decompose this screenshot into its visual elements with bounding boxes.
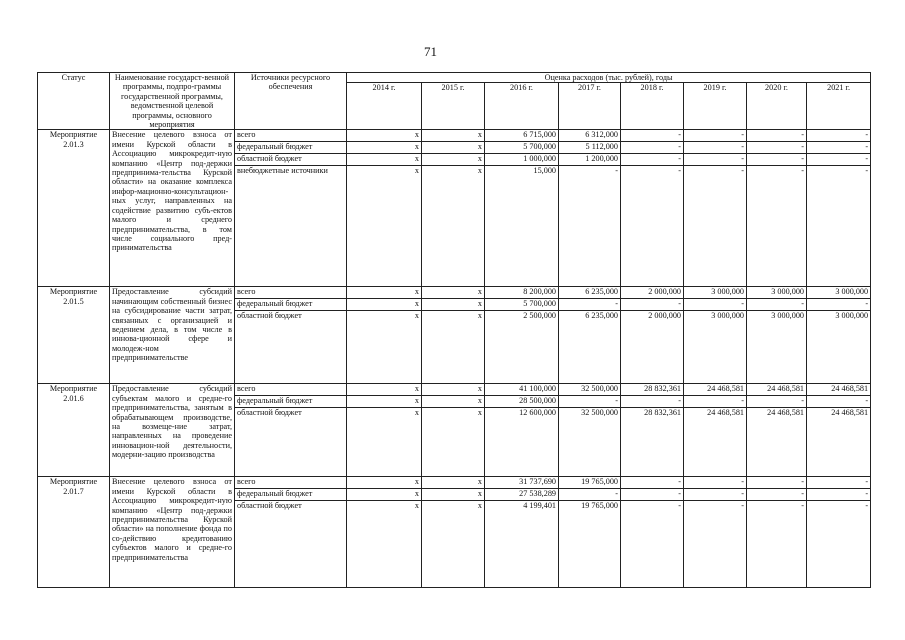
amount-cell: - xyxy=(807,501,871,588)
header-sources: Источники ресурсного обеспечения xyxy=(235,73,347,130)
amount-cell: - xyxy=(807,142,871,154)
amount-cell: 28 832,361 xyxy=(621,384,684,396)
funding-source: всего xyxy=(235,477,347,489)
header-year: 2014 г. xyxy=(347,83,422,130)
amount-cell: 32 500,000 xyxy=(559,384,621,396)
amount-cell: - xyxy=(684,142,747,154)
amount-cell: х xyxy=(347,166,422,287)
amount-cell: 19 765,000 xyxy=(559,477,621,489)
amount-cell: - xyxy=(747,130,807,142)
funding-source: федеральный бюджет xyxy=(235,299,347,311)
amount-cell: 5 700,000 xyxy=(485,142,559,154)
funding-source: всего xyxy=(235,384,347,396)
amount-cell: - xyxy=(747,396,807,408)
amount-cell: 2 000,000 xyxy=(621,311,684,384)
funding-source: всего xyxy=(235,130,347,142)
amount-cell: х xyxy=(347,142,422,154)
table-row xyxy=(38,384,871,396)
amount-cell: - xyxy=(684,477,747,489)
amount-cell: 6 235,000 xyxy=(559,287,621,299)
amount-cell: х xyxy=(347,311,422,384)
amount-cell: х xyxy=(347,408,422,477)
amount-cell: 3 000,000 xyxy=(684,287,747,299)
amount-cell: - xyxy=(559,489,621,501)
amount-cell: - xyxy=(747,477,807,489)
amount-cell: 41 100,000 xyxy=(485,384,559,396)
amount-cell: 3 000,000 xyxy=(807,287,871,299)
funding-source: внебюджетные источники xyxy=(235,166,347,287)
amount-cell: - xyxy=(684,501,747,588)
amount-cell: - xyxy=(807,396,871,408)
amount-cell: 19 765,000 xyxy=(559,501,621,588)
amount-cell: - xyxy=(684,130,747,142)
amount-cell: - xyxy=(807,130,871,142)
amount-cell: 3 000,000 xyxy=(747,287,807,299)
amount-cell: - xyxy=(684,396,747,408)
amount-cell: - xyxy=(807,154,871,166)
measure-description: Предоставление субсидий начинающим собственный бизнес на субсидирование части затрат, связанных с организацией и ведением дела, в том числе в иннова-ционной сфере и молодеж-ном предпринимательстве xyxy=(110,287,235,384)
amount-cell: 5 112,000 xyxy=(559,142,621,154)
amount-cell: х xyxy=(347,396,422,408)
status-cell: Мероприятие 2.01.5 xyxy=(38,287,110,384)
amount-cell: 27 538,289 xyxy=(485,489,559,501)
amount-cell: - xyxy=(621,166,684,287)
amount-cell: - xyxy=(621,142,684,154)
amount-cell: - xyxy=(621,501,684,588)
measure-description: Внесение целевого взноса от имени Курской области в Ассоциацию микрокредит-ную компанию «Центр под-держки предпринимательства Курской области» на пополнение фонда по со-действию кредитованию субъектов малого и средне-го предпринимательства xyxy=(110,477,235,588)
amount-cell: 6 715,000 xyxy=(485,130,559,142)
amount-cell: - xyxy=(807,489,871,501)
amount-cell: 32 500,000 xyxy=(559,408,621,477)
status-cell: Мероприятие 2.01.6 xyxy=(38,384,110,477)
amount-cell: х xyxy=(422,311,485,384)
amount-cell: 24 468,581 xyxy=(747,408,807,477)
amount-cell: - xyxy=(747,489,807,501)
amount-cell: - xyxy=(559,396,621,408)
amount-cell: - xyxy=(807,477,871,489)
amount-cell: х xyxy=(422,408,485,477)
amount-cell: 15,000 xyxy=(485,166,559,287)
amount-cell: - xyxy=(747,154,807,166)
amount-cell: 3 000,000 xyxy=(807,311,871,384)
header-year: 2016 г. xyxy=(485,83,559,130)
measure-description: Внесение целевого взноса от имени Курской области в Ассоциацию микрокредит-ную компанию «Центр под-держки предпринима-тельства Курской области» на оказание комплекса инфор-мационно-консультацион-ных услуг, направленных на содействие развитию субъ-ектов малого и среднего предпринимательства, в том числе социального пред-принимательства xyxy=(110,130,235,287)
header-year: 2021 г. xyxy=(807,83,871,130)
amount-cell: х xyxy=(422,142,485,154)
funding-source: всего xyxy=(235,287,347,299)
amount-cell: 24 468,581 xyxy=(747,384,807,396)
amount-cell: - xyxy=(684,154,747,166)
table-row xyxy=(38,130,871,142)
amount-cell: х xyxy=(347,501,422,588)
status-cell: Мероприятие 2.01.3 xyxy=(38,130,110,287)
header-year: 2018 г. xyxy=(621,83,684,130)
page-number: 71 xyxy=(424,44,437,59)
amount-cell: 3 000,000 xyxy=(747,311,807,384)
amount-cell: 4 199,401 xyxy=(485,501,559,588)
amount-cell: 12 600,000 xyxy=(485,408,559,477)
funding-source: областной бюджет xyxy=(235,408,347,477)
amount-cell: 6 312,000 xyxy=(559,130,621,142)
amount-cell: х xyxy=(347,384,422,396)
amount-cell: - xyxy=(807,166,871,287)
amount-cell: х xyxy=(422,396,485,408)
amount-cell: х xyxy=(422,384,485,396)
amount-cell: - xyxy=(559,166,621,287)
funding-source: федеральный бюджет xyxy=(235,396,347,408)
amount-cell: х xyxy=(347,477,422,489)
amount-cell: х xyxy=(347,489,422,501)
header-status: Статус xyxy=(38,73,110,130)
amount-cell: 28 500,000 xyxy=(485,396,559,408)
header-year: 2019 г. xyxy=(684,83,747,130)
amount-cell: х xyxy=(347,287,422,299)
amount-cell: х xyxy=(422,287,485,299)
amount-cell: 24 468,581 xyxy=(684,408,747,477)
amount-cell: х xyxy=(422,489,485,501)
amount-cell: 2 500,000 xyxy=(485,311,559,384)
amount-cell: 28 832,361 xyxy=(621,408,684,477)
amount-cell: - xyxy=(621,154,684,166)
amount-cell: 31 737,690 xyxy=(485,477,559,489)
amount-cell: х xyxy=(422,130,485,142)
amount-cell: - xyxy=(684,489,747,501)
funding-source: областной бюджет xyxy=(235,501,347,588)
amount-cell: - xyxy=(807,299,871,311)
budget-table xyxy=(37,72,871,588)
amount-cell: - xyxy=(747,501,807,588)
header-name: Наименование государст-венной программы, подпро-граммы государственной программы, ведомственной целевой программы, основного мероприятия xyxy=(110,73,235,130)
amount-cell: - xyxy=(747,299,807,311)
amount-cell: 5 700,000 xyxy=(485,299,559,311)
amount-cell: - xyxy=(684,299,747,311)
header-year: 2015 г. xyxy=(422,83,485,130)
funding-source: областной бюджет xyxy=(235,311,347,384)
amount-cell: х xyxy=(347,154,422,166)
funding-source: федеральный бюджет xyxy=(235,489,347,501)
amount-cell: - xyxy=(621,130,684,142)
amount-cell: 24 468,581 xyxy=(684,384,747,396)
amount-cell: - xyxy=(747,142,807,154)
amount-cell: х xyxy=(422,166,485,287)
table-row xyxy=(38,477,871,489)
header-estimate: Оценка расходов (тыс. рублей), годы xyxy=(347,73,871,83)
amount-cell: х xyxy=(347,130,422,142)
amount-cell: х xyxy=(422,299,485,311)
amount-cell: 24 468,581 xyxy=(807,408,871,477)
funding-source: областной бюджет xyxy=(235,154,347,166)
amount-cell: - xyxy=(684,166,747,287)
amount-cell: - xyxy=(747,166,807,287)
funding-source: федеральный бюджет xyxy=(235,142,347,154)
amount-cell: - xyxy=(621,489,684,501)
amount-cell: х xyxy=(422,154,485,166)
amount-cell: 3 000,000 xyxy=(684,311,747,384)
amount-cell: х xyxy=(422,501,485,588)
amount-cell: 1 200,000 xyxy=(559,154,621,166)
header-year: 2017 г. xyxy=(559,83,621,130)
amount-cell: х xyxy=(347,299,422,311)
amount-cell: - xyxy=(621,396,684,408)
table-row xyxy=(38,287,871,299)
amount-cell: - xyxy=(621,299,684,311)
amount-cell: - xyxy=(559,299,621,311)
amount-cell: 8 200,000 xyxy=(485,287,559,299)
header-year: 2020 г. xyxy=(747,83,807,130)
amount-cell: - xyxy=(621,477,684,489)
status-cell: Мероприятие 2.01.7 xyxy=(38,477,110,588)
amount-cell: 1 000,000 xyxy=(485,154,559,166)
amount-cell: 2 000,000 xyxy=(621,287,684,299)
amount-cell: 6 235,000 xyxy=(559,311,621,384)
amount-cell: 24 468,581 xyxy=(807,384,871,396)
table-body xyxy=(38,130,871,588)
amount-cell: х xyxy=(422,477,485,489)
measure-description: Предоставление субсидий субъектам малого и средне-го предпринимательства, занятым в обрабатывающем производстве, на возмеще-ние затрат, направленных на проведение инновацион-ной деятельности, модерни-зацию производства xyxy=(110,384,235,477)
